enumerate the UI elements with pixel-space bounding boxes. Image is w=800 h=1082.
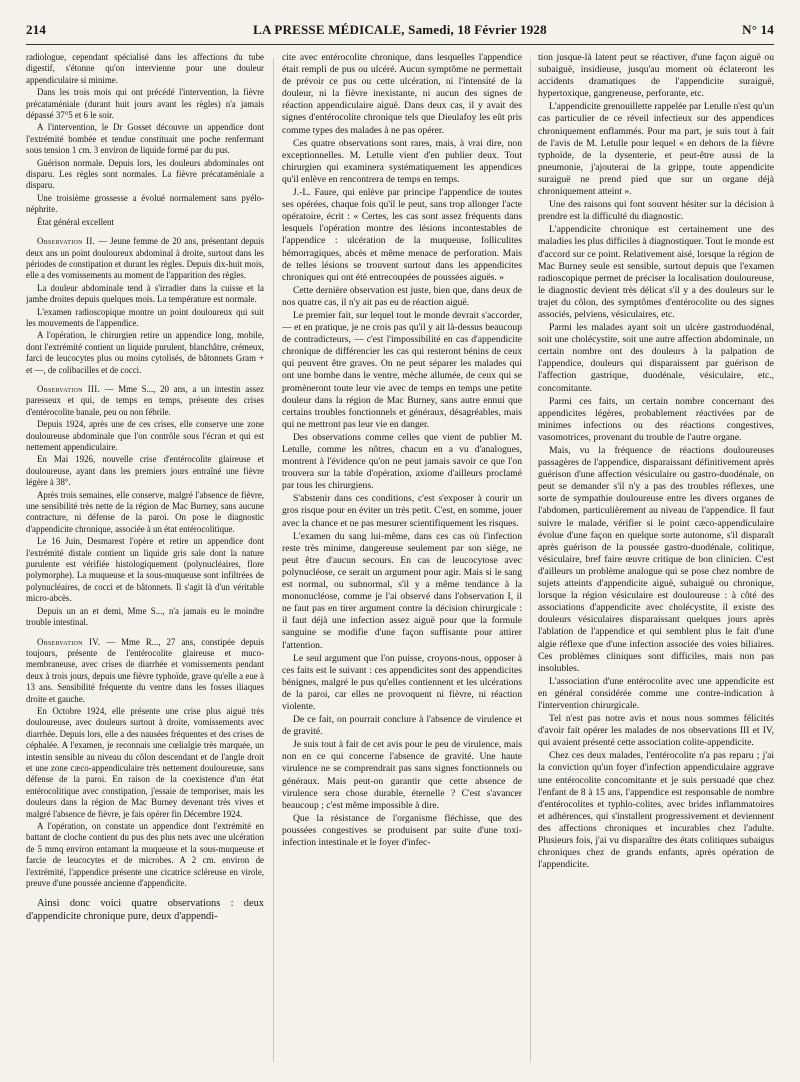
paragraph: L'examen radioscopique montre un point douloureux qui suit les mouvements de l'appendice. (26, 306, 264, 328)
paragraph: Parmi ces faits, un certain nombre concernant des appendicites légères, probablement réactivées par de minimes infections ou des réactions congestives, vasomotrices, provenant du trouble de l'autre organe. (538, 395, 774, 443)
paragraph: Guérison normale. Depuis lors, les douleurs abdominales ont disparu. Les règles sont normales. La fièvre précataméniale a disparu. (26, 157, 264, 191)
paragraph: L'appendicite chronique est certainement une des maladies les plus difficiles à diagnostiquer. Tout le monde est d'accord sur ce point. Relativement aisé, lorsque la région de Mac Burney seule est sensible, surtout depuis que l'examen radioscopique permet de préciser la localisation douloureuse, le diagnostic devient très délicat s'il y a des douleurs sur le trajet du côlon, des symptômes d'entérocolite ou des signes associés, pelviens, vésiculaires, etc. (538, 224, 774, 320)
column-3 (538, 52, 774, 1067)
page-number: 214 (26, 22, 47, 37)
observation-3 (26, 384, 264, 418)
paragraph: Dans les trois mois qui ont précédé l'intervention, la fièvre précataméniale (durant huit jours avant les règles) n'a jamais dépassé 37°5 et 6 le soir. (26, 87, 264, 121)
paragraph: Parmi les malades ayant soit un ulcère gastroduodénal, soit une cholécystite, soit une autre affection abdominale, un certain nombre ont des douleurs à la palpation de l'appendice, douleurs qui disparaissent par guérison de l'affection gastrique, duodénale, vésiculaire, etc., concomitante. (538, 322, 774, 394)
paragraph: De ce fait, on pourrait conclure à l'absence de virulence et de gravité. (282, 714, 522, 738)
paragraph: Que la résistance de l'organisme fléchisse, que des poussées congestives se produisent par suite d'une toxi-infection intestinale et le foyer d'infec- (282, 812, 522, 848)
paragraph: État général excellent (37, 216, 114, 227)
paragraph: Chez ces deux malades, l'entérocolite n'a pas reparu ; j'ai la conviction qu'un foyer d'infection appendiculaire aggrave une entérocolite concomitante et je suis persuadé que chez l'enfant de 8 à 15 ans, l'appendice est responsable de nombre d'entérocolites et typhlo-colites, avec brides inflammatoires et adhérences, qui s'installent progressivement et deviennent des affections chroniques et incurables chez l'adulte. Plusieurs fois, j'ai vu disparaître des états colitiques subaigus chroniques chez de grands enfants, après opération de l'appendicite. (538, 750, 774, 871)
paragraph: Le seul argument que l'on puisse, croyons-nous, opposer à ces faits est le suivant : ces appendicites sont des appendicites bénignes, malgré le pus qu'elles contiennent et les ulcérations de la paroi, car elles ne provoquent ni fièvre, ni réaction violente. (282, 652, 522, 712)
observation-label: Observation II. (37, 236, 96, 247)
paragraph: tion jusque-là latent peut se réactiver, d'une façon aiguë ou subaiguë, insidieuse, jusqu'au moment où éclateront les accidents dramatiques de l'appendicite suraiguë, hypertoxique, gangreneuse, perforante, etc. (538, 52, 774, 100)
paragraph: Des observations comme celles que vient de publier M. Letulle, comme les nôtres, chacun en a vu d'analogues, montrent à l'évidence qu'on ne peut jamais savoir ce que l'on trouvera sur la table d'opération, axiome d'ailleurs proclamé par tous les chirurgiens. (282, 431, 522, 492)
paragraph: Le premier fait, sur lequel tout le monde devrait s'accorder, — et en pratique, je ne crois pas qu'il y ait là-dessus beaucoup de contradicteurs, — c'est l'impossibilité en cas d'appendicite chronique de différencier les cas qui resteront bénins de ceux qui peuvent être graves. On ne peut séparer les malades qui ont une bombe dans le ventre, mèche allumée, de ceux qui se promèneront toute leur vie avec de temps en temps une petite douleur dans la région de Mac Burney, sans autre ennui que certains troubles fonctionnels et généraux, désagréables, mais qui ne mettront pas leur vie en danger. (282, 309, 522, 430)
observation-text: — Jeune femme de 20 ans, présentant depuis deux ans un point douloureux abdominal à droite, surtout dans les périodes de constipation et durant les règles. Depuis dix-huit mois, elle a des vomissements au moment de l'apparition des règles. (26, 236, 264, 281)
paragraph: L'examen du sang lui-même, dans ces cas où l'infection reste très minime, dangereuse seulement par son siège, ne peut être d'aucun secours. En cas de leucocytose avec polynucléose, ce serait un argument pour agir. Mais si le sang est normal, ou subnormal, s'il y a même tendance à la mononucléose, comme je l'ai observé dans l'observation I, il ne faut pas en tirer argument contre la décision chirurgicale : il faut déjà une infection assez aiguë pour que la formule sanguine se modifie d'une façon suffisante pour attirer l'attention. (282, 530, 522, 651)
column-2 (282, 52, 522, 1067)
paragraph: Depuis un an et demi, Mme S..., n'a jamais eu le moindre trouble intestinal. (26, 605, 264, 628)
paragraph: Le 16 Juin, Desmarest l'opère et retire un appendice dont l'extrémité distale contient un liquide gris sale dont la nature purulente est vérifiée histologiquement (polynucléaires, flore polymorphe). La muqueuse et la sous-muqueuse sont infiltrées de polynucléaires, de cocci et de bâtonnets. Il s'agit là d'un véritable micro-abcès. (26, 536, 264, 604)
journal-title: LA PRESSE MÉDICALE, Samedi, 18 Février 1928 (253, 22, 547, 37)
paragraph: J.-L. Faure, qui enlève par principe l'appendice de toutes ses opérées, chaque fois qu'il le peut, sans trop allonger l'acte opératoire, écrit : « Certes, les cas sont assez fréquents dans lesquels l'opération montre des lésions incontestables de l'appendice : ulcération de la muqueuse, folliculites hémorragiques, abcès et même menace de perforation. Mais de telles lésions se trouvent surtout dans les appendicites chroniques qui ont été entrecoupées de poussées aiguës. » (282, 187, 522, 283)
paragraph: Une troisième grossesse a évolué normalement sans pyélo-néphrite. (26, 192, 264, 215)
paragraph: En Mai 1926, nouvelle crise d'entérocolite glaireuse et douloureuse, ayant dans les premiers jours entraîné une fièvre légère à 38°. (26, 454, 264, 488)
page-header (26, 18, 774, 45)
paragraph: Cette dernière observation est juste, bien que, dans deux de nos quatre cas, il n'y ait pas eu de réaction aiguë. (282, 284, 522, 308)
paragraph: A l'intervention, le Dr Gosset découvre un appendice dont l'extrémité bombée et tendue constituait une poche renfermant sous tension 1 cm. 3 environ de liquide formé par du pus. (26, 122, 264, 156)
observation-4 (26, 637, 264, 705)
paragraph: Ces quatre observations sont rares, mais, à vrai dire, non exceptionnelles. M. Letulle vient d'en publier deux. Tout chirurgien qui examinera systématiquement les appendices qu'il enlève en rencontrera de temps en temps. (282, 137, 522, 185)
column-1 (26, 52, 264, 1067)
paragraph: Je suis tout à fait de cet avis pour le peu de virulence, mais non en ce qui concerne l'absence de gravité. Une haute virulence ne se comprendrait pas sans signes fonctionnels ou généraux. Mais peut-on garantir que cette absence de virulence sera chose durable, éternelle ? C'est s'avancer beaucoup ; c'est même impossible à dire. (282, 739, 522, 811)
paragraph: L'appendicite grenouillette rappelée par Letulle n'est qu'un cas particulier de ce réveil infectieux sur des appendices chroniquement enflammés. Pour ma part, je suis tout à fait de l'avis de M. Letulle pour lequel « en dehors de la fièvre typhoïde, de la dysenterie, et peut-être aussi de la pneumonie, j'ajouterai de la grippe, toute appendicite suraiguë ne prend pied que sur un organe déjà chroniquement atteint ». (538, 101, 774, 198)
paragraph: Une des raisons qui font souvent hésiter sur la décision à prendre est la difficulté du diagnostic. (538, 199, 774, 223)
paragraph: radiologue, cependant spécialisé dans les affections du tube digestif, s'étonne qu'on intervienne pour une douleur appendiculaire si minime. (26, 52, 264, 85)
observation-text: — Mme R..., 27 ans, constipée depuis toujours, présente de l'entérocolite glaireuse et muco-membraneuse, avec crises de diarrhée et vomissements pendant deux à trois jours, depuis une fièvre typhoïde, grave qu'elle a eue à 13 ans. Sensibilité fréquente du ventre dans les fosses iliaques droite et gauche. (26, 636, 264, 704)
paragraph: Depuis 1924, après une de ces crises, elle conserve une zone douloureuse abdominale que l'on contrôle sous l'écran et qui est nettement appendiculaire. (26, 419, 264, 452)
paragraph: S'abstenir dans ces conditions, c'est s'exposer à courir un gros risque pour en éviter un très petit. C'est, en somme, jouer avec la chance et ne pas mesurer scientifiquement les risques. (282, 493, 522, 529)
paragraph: A l'opération, le chirurgien retire un appendice long, mobile, dont l'extrémité contient un liquide purulent, blanchâtre, crémeux, farci de leucocytes plus ou moins cytolisés, de bâtonnets Gram + et —, de colibacilles et de cocci. (26, 330, 264, 375)
observation-label: Observation IV. (37, 636, 101, 647)
paragraph: cite avec entérocolite chronique, dans lesquelles l'appendice était rempli de pus ou ulcéré. Aucun symptôme ne permettait de prévoir ce pus ou cette ulcération, ni l'intensité de la douleur, ni la fièvre inexistante, ni aucun des signes de réaction appendiculaire aiguë. Dans deux cas, il y avait des signes d'entérocolite chronique tels que Dieulafoy les eût pris comme types des malades à ne pas opérer. (282, 52, 522, 136)
observation-label: Observation III. (37, 383, 101, 394)
paragraph: Tel n'est pas notre avis et nous nous sommes félicités d'avoir fait opérer les malades de nos observations III et IV, qui avaient présenté cette association colite-appendicite. (538, 713, 774, 749)
paragraph: La douleur abdominale tend à s'irradier dans la cuisse et la jambe droites depuis quelques mois. La température est normale. (26, 282, 264, 305)
column-divider (273, 58, 274, 1062)
paragraph: Ainsi donc voici quatre observations : deux d'appendicite chronique pure, deux d'appendi- (26, 898, 264, 923)
observation-2 (26, 236, 264, 282)
column-divider (530, 58, 531, 1062)
paragraph: A l'opération, on constate un appendice dont l'extrémité en battant de cloche contient du pus des plus nets avec une ulcération de 5 mmq environ entamant la muqueuse et la sous-muqueuse et farcie de leucocytes et de microbes. A 2 cm. environ de l'extrémité, l'appendice présente une cicatrice scléreuse en virole, preuve d'une poussée ancienne d'appendicite. (26, 821, 264, 889)
issue-number: N° 14 (742, 22, 774, 37)
paragraph: Mais, vu la fréquence de réactions douloureuses passagères de l'appendice, disparaissant définitivement après guérison d'une affection vésiculaire ou gastro-duodénale, on peut se demander s'il n'y a pas des troubles réflexes, une sorte de sympathie douloureuse entre les divers organes de l'abdomen, particulièrement au niveau de l'appendice. Il faut suivre le malade, vérifier si le point cæco-appendiculaire évolue d'une façon en quelque sorte autonome, s'il disparaît après guérison de la poussée gastro-duodénale, colitique, vésiculaire, bref faire œuvre critique de bon clinicien. C'est d'ailleurs un problème analogue qui se pose chez nombre de sujets atteints d'appendicite aiguë, subaiguë ou chronique, lorsque la région vésiculaire est douloureuse : à côté des associations d'appendicite avec cholécystite, il existe des douleurs vésiculaires disparaissant quelques jours après l'ablation de l'appendice et qui semblent plus le fait d'une algie réflexe que d'une infection associée des voies biliaires. Ces problèmes cliniques sont difficiles, mais non pas insolubles. (538, 445, 774, 674)
paragraph: Après trois semaines, elle conserve, malgré l'absence de fièvre, une sensibilité très nette de la région de Mac Burney, sans aucune contracture, ni défense de la paroi. On pose le diagnostic d'appendicite chronique, associée à un état entérocolitique. (26, 489, 264, 534)
paragraph: En Octobre 1924, elle présente une crise plus aiguë très douloureuse, avec douleurs surtout à droite, vomissements avec diarrhée. Depuis lors, elle a des nausées fréquentes et des crises de céphalée. A l'examen, je reconnais une cœlialgie très marquée, un intestin sensible au niveau du côlon descendant et de l'angle droit et une zone cæco-appendiculaire très nettement douloureuse, sans défense de la paroi. En raison de la coexistence d'un état entérocolitique avec constipation, j'essaie de temporiser, mais les douleurs dans la région de Mac Burney devenant très vives et malgré l'absence de fièvre, je fais opérer fin Décembre 1924. (26, 705, 264, 819)
paragraph: L'association d'une entérocolite avec une appendicite est en général considérée comme une contre-indication à l'intervention chirurgicale. (538, 675, 774, 711)
observation-text: — Mme S..., 20 ans, a un intestin assez paresseux et qui, de temps en temps, présente des crises d'entérocolite banale, peu ou non fébrile. (26, 383, 264, 417)
